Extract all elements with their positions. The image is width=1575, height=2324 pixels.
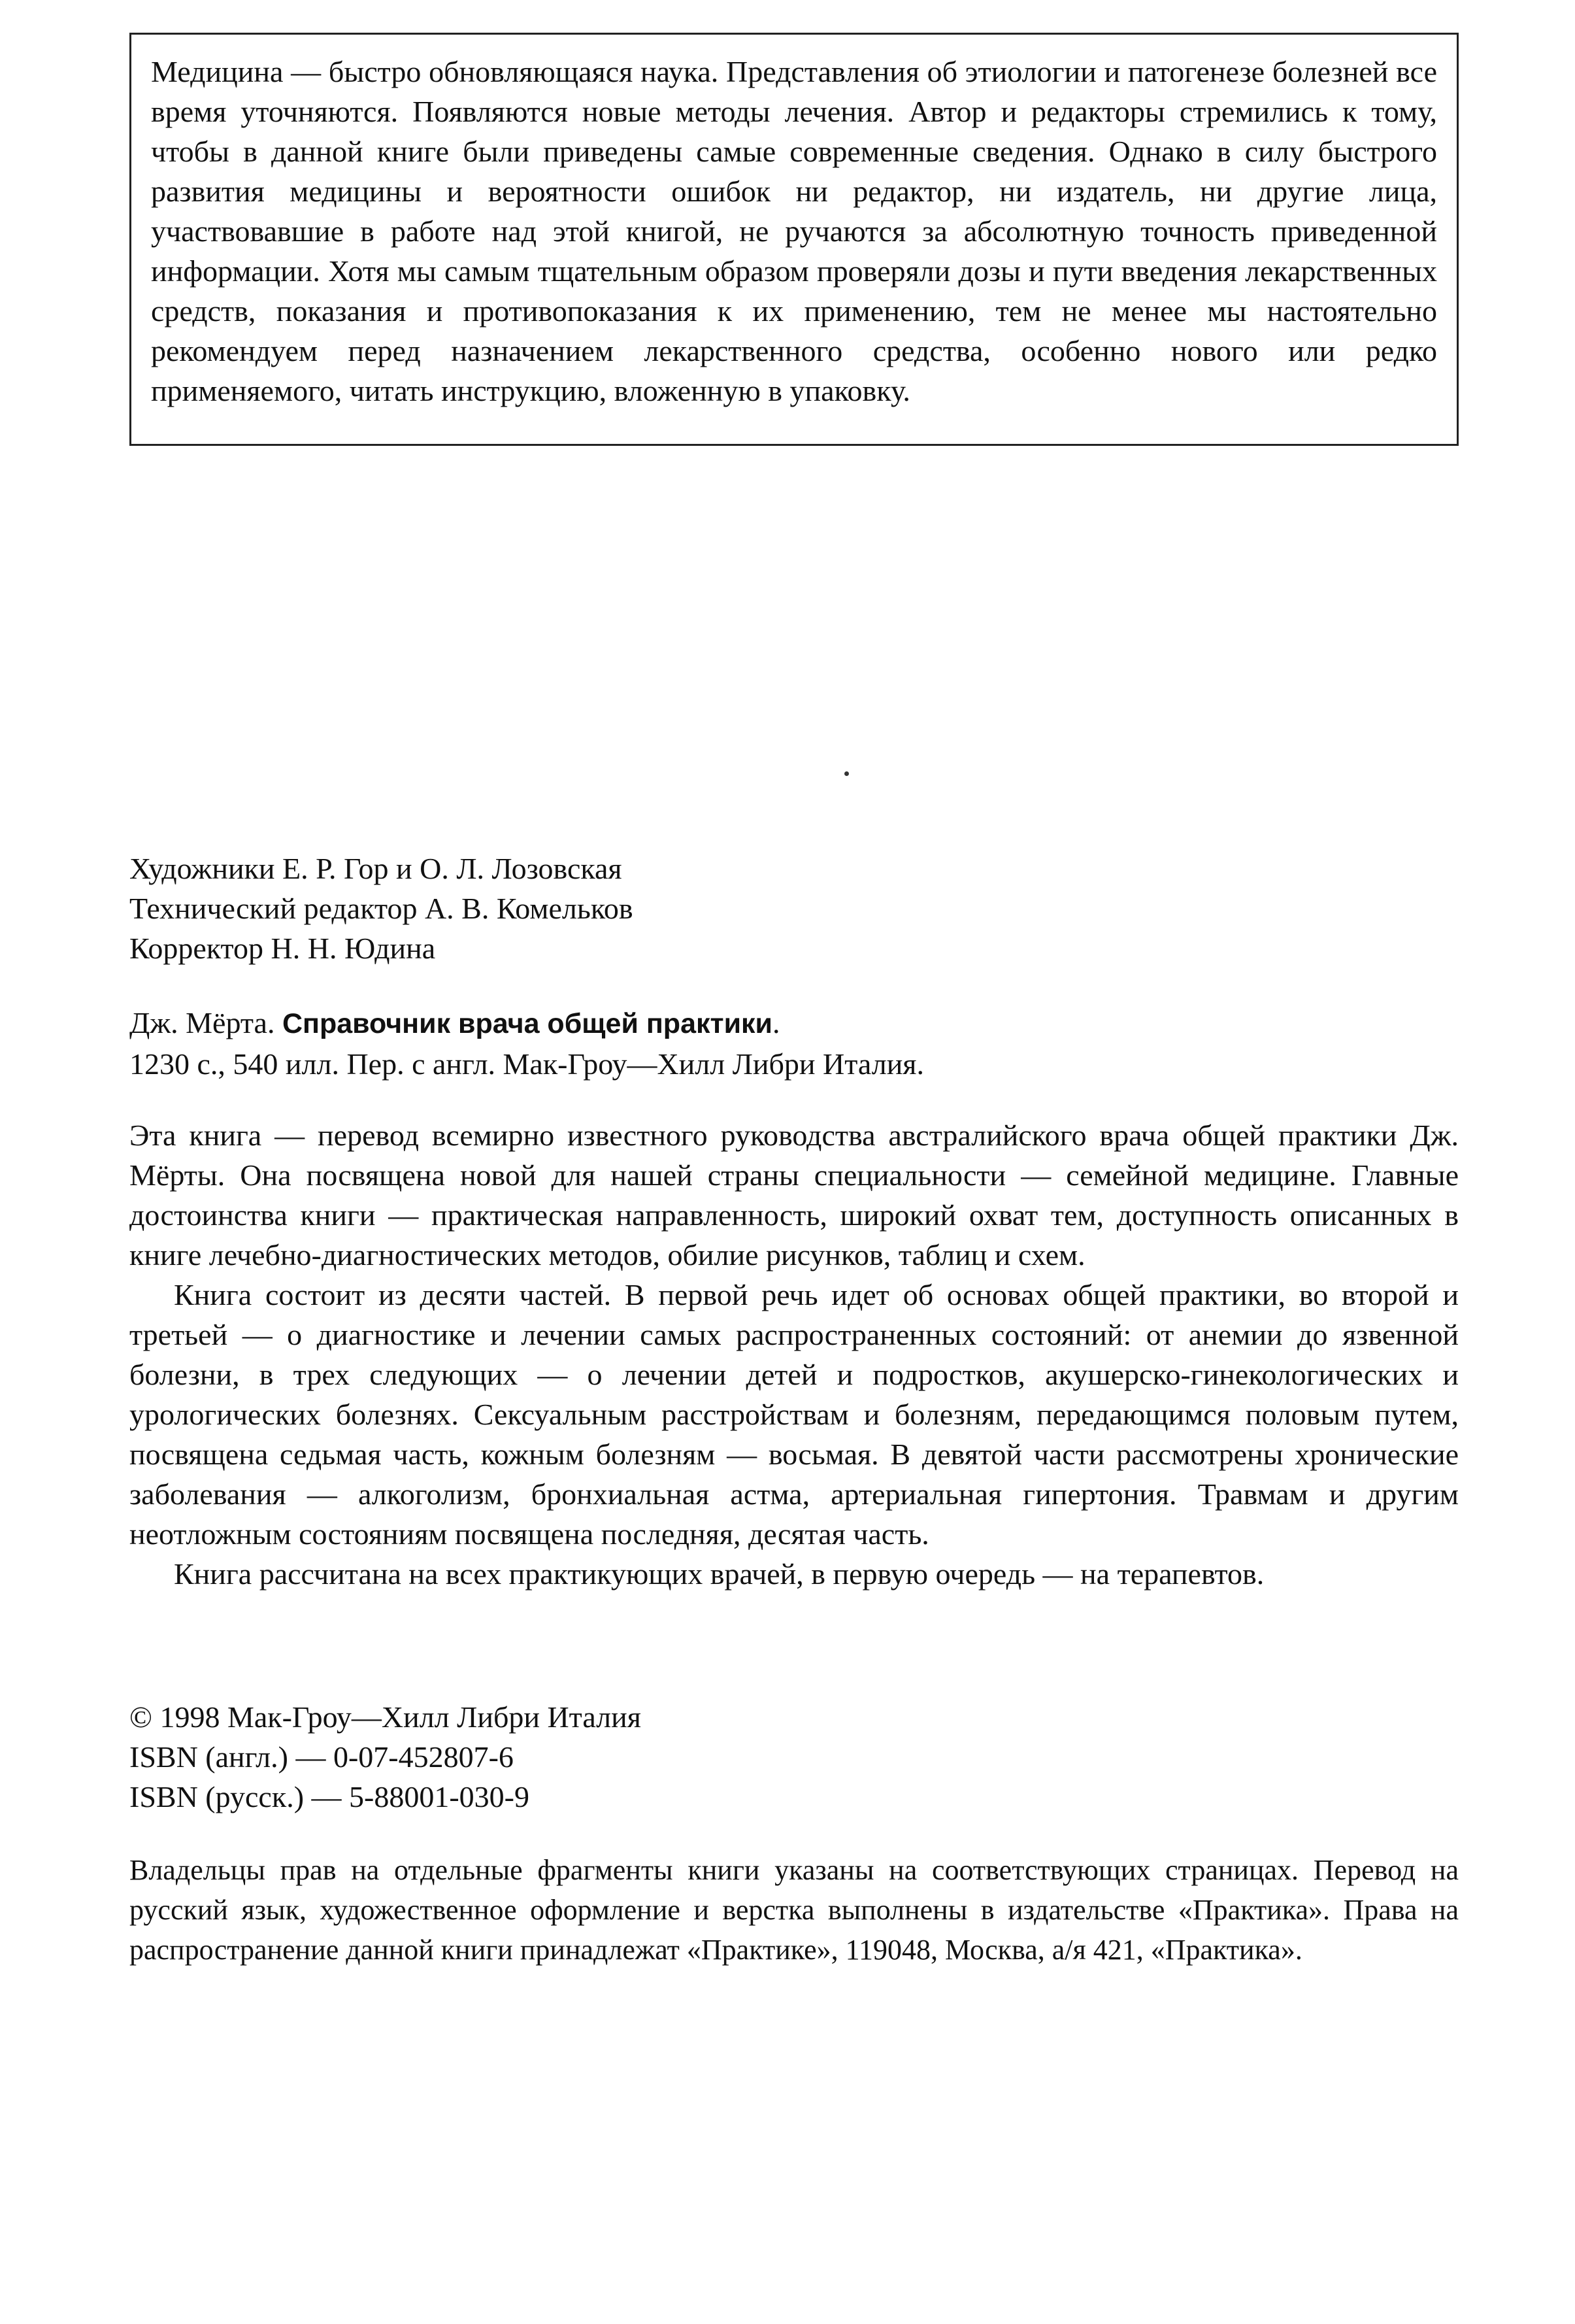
rights-text: Владельцы прав на отдельные фрагменты книги указаны на соответствующих страницах. Перевод на русский язык, художественное оформление и верстка выполнены в издательстве «Практика». Права на распространение данной книги принадлежат «Практике», 119048, Москва, а/я 421, «Практика». [129, 1854, 1459, 1966]
annotation-paragraph: Книга рассчитана на всех практикующих врачей, в первую очередь — на терапевтов. [174, 1557, 1265, 1591]
book-title: Справочник врача общей практики [282, 1008, 772, 1039]
copyright-block [129, 1697, 1459, 1817]
credits-block [129, 849, 1459, 968]
biblio-title-end: . [772, 1006, 780, 1039]
book-annotation [129, 1115, 1459, 1594]
biblio-details: 1230 с., 540 илл. Пер. с англ. Мак-Гроу—Хилл Либри Италия. [129, 1047, 924, 1081]
disclaimer-text: Медицина — быстро обновляющаяся наука. Представления об этиологии и патогенезе болезней все время уточняются. Появляются новые методы лечения. Автор и редакторы стремились к тому, чтобы в данной книге были приведены самые современные сведения. Однако в силу быстрого развития медицины и вероятности ошибок ни редактор, ни издатель, ни другие лица, участвовавшие в работе над этой книгой, не ручаются за абсолютную точность приведенной информации. Хотя мы самым тщательным образом проверяли дозы и пути введения лекарственных средств, показания и противопоказания к их применению, тем не менее мы настоятельно рекомендуем перед назначением лекарственного средства, особенно нового или редко применяемого, читать инструкцию, вложенную в упаковку. [151, 55, 1437, 407]
annotation-paragraph: Эта книга — перевод всемирно известного руководства австралийского врача общей практики Дж. Мёрты. Она посвящена новой для нашей страны специальности — семейной медицине. Главные достоинства книги — практическая направленность, широкий охват тем, доступность описанных в книге лечебно-диагностических методов, обилие рисунков, таблиц и схем. [129, 1119, 1459, 1271]
annotation-paragraph: Книга состоит из десяти частей. В первой речь идет об основах общей практики, во второй и третьей — о диагностике и лечении самых распространенных состояний: от анемии до язвенной болезни, в трех следующих — о лечении детей и подростков, акушерско-гинекологических и урологических болезнях. Сексуальным расстройствам и болезням, передающимся половым путем, посвящена седьмая часть, кожным болезням — восьмая. В девятой части рассмотрены хронические заболевания — алкоголизм, бронхиальная астма, артериальная гипертония. Травмам и другим неотложным состояниям посвящена последняя, десятая часть. [129, 1278, 1459, 1551]
credit-tech-editor: Технический редактор А. В. Комельков [129, 892, 633, 925]
isbn-russian: ISBN (русск.) — 5-88001-030-9 [129, 1780, 529, 1813]
rights-notice [129, 1850, 1459, 1970]
credit-artists: Художники Е. Р. Гор и О. Л. Лозовская [129, 852, 622, 885]
bibliographic-entry [129, 1003, 1459, 1084]
copyright-line: © 1998 Мак-Гроу—Хилл Либри Италия [129, 1700, 641, 1734]
biblio-title-line [129, 1003, 1459, 1044]
credit-proofreader: Корректор Н. Н. Юдина [129, 932, 436, 965]
biblio-author: Дж. Мёрта. [129, 1006, 275, 1039]
medical-disclaimer-box [129, 33, 1459, 446]
isbn-english: ISBN (англ.) — 0-07-452807-6 [129, 1740, 514, 1774]
stray-dot [844, 771, 849, 776]
